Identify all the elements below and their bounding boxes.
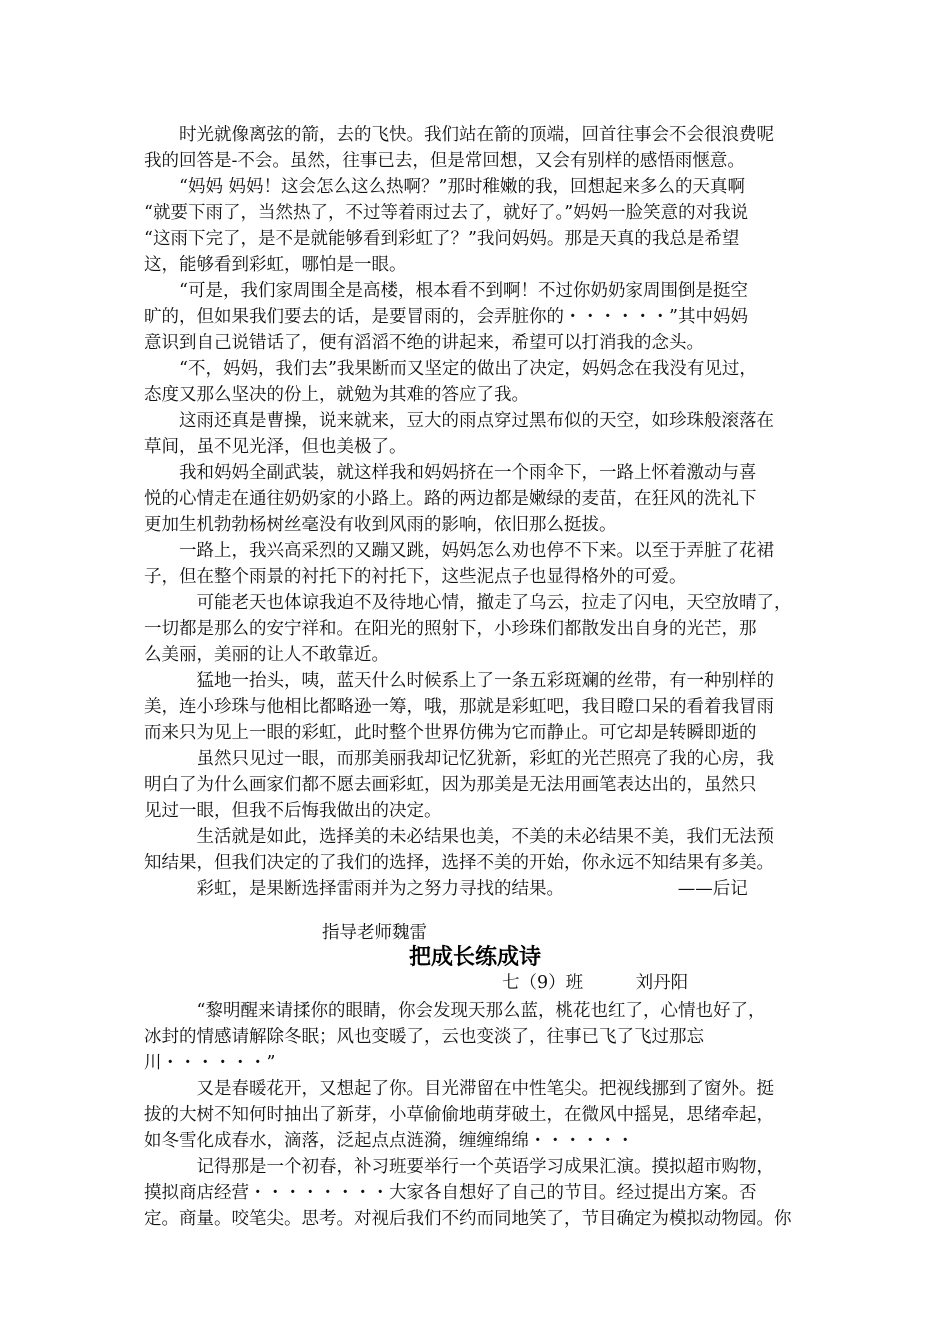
paragraph-line: 这，能够看到彩虹，哪怕是一眼。 — [144, 255, 407, 275]
paragraph-line: 可能老天也体谅我迫不及待地心情，撤走了乌云，拉走了闪电，天空放晴了， — [144, 593, 792, 613]
paragraph-line: 子，但在整个雨景的衬托下的衬托下，这些泥点子也显得格外的可爱。 — [144, 567, 687, 587]
paragraph-line: 如冬雪化成春水，滴落，泛起点点涟漪，缠缠绵绵・・・・・・ — [144, 1131, 634, 1151]
paragraph-line: “妈妈 妈妈！这会怎么这么热啊？”那时稚嫩的我，回想起来多么的天真啊 — [144, 177, 745, 197]
paragraph-line: 彩虹，是果断选择雷雨并为之努力寻找的结果。 ——后记 — [144, 879, 748, 899]
paragraph-line: “就要下雨了，当然热了，不过等着雨过去了，就好了。”妈妈一脸笑意的对我说 — [144, 203, 749, 223]
paragraph-line: 悦的心情走在通往奶奶家的小路上。路的两边都是嫩绿的麦苗，在狂风的洗礼下 — [144, 489, 757, 509]
paragraph-line: 虽然只见过一眼，而那美丽我却记忆犹新，彩虹的光芒照亮了我的心房，我 — [144, 749, 774, 769]
paragraph-line: 定。商量。咬笔尖。思考。对视后我们不约而同地笑了，节目确定为模拟动物园。你 — [144, 1209, 792, 1229]
paragraph-line: 态度又那么坚决的份上，就勉为其难的答应了我。 — [144, 385, 529, 405]
teacher-credit: 指导老师魏雷 — [322, 923, 427, 943]
paragraph-line: 一路上，我兴高采烈的又蹦又跳，妈妈怎么劝也停不下来。以至于弄脏了花裙 — [144, 541, 774, 561]
paragraph-line: 知结果，但我们决定的了我们的选择，选择不美的开始，你永远不知结果有多美。 — [144, 853, 774, 873]
paragraph-line: 见过一眼，但我不后悔我做出的决定。 — [144, 801, 442, 821]
paragraph-line: 时光就像离弦的箭，去的飞快。我们站在箭的顶端，回首往事会不会很浪费呢 — [144, 125, 774, 145]
paragraph-line: 生活就是如此，选择美的未必结果也美，不美的未必结果不美，我们无法预 — [144, 827, 774, 847]
paragraph-line: “不，妈妈，我们去”我果断而又坚定的做出了决定，妈妈念在我没有见过， — [144, 359, 757, 379]
paragraph-line: 记得那是一个初春，补习班要举行一个英语学习成果汇演。摸拟超市购物， — [144, 1157, 774, 1177]
paragraph-line: 美，连小珍珠与他相比都略逊一筹，哦，那就是彩虹吧，我目瞪口呆的看着我冒雨 — [144, 697, 774, 717]
paragraph-line: 旷的，但如果我们要去的话，是要冒雨的，会弄脏你的・・・・・・”其中妈妈 — [144, 307, 748, 327]
paragraph-line: “这雨下完了，是不是就能够看到彩虹了？”我问妈妈。那是天真的我总是希望 — [144, 229, 740, 249]
paragraph-line: 一切都是那么的安宁祥和。在阳光的照射下，小珍珠们都散发出自身的光芒，那 — [144, 619, 757, 639]
paragraph-line: 摸拟商店经营・・・・・・・・大家各自想好了自己的节目。经过提出方案。否 — [144, 1183, 757, 1203]
paragraph-line: 又是春暖花开，又想起了你。目光滞留在中性笔尖。把视线挪到了窗外。挺 — [144, 1079, 774, 1099]
essay-title: 把成长练成诗 — [408, 945, 541, 970]
paragraph-line: 我和妈妈全副武装，就这样我和妈妈挤在一个雨伞下，一路上怀着激动与喜 — [144, 463, 757, 483]
paragraph-line: 猛地一抬头，咦，蓝天什么时候系上了一条五彩斑斓的丝带，有一种别样的 — [144, 671, 774, 691]
paragraph-line: 川・・・・・・” — [144, 1053, 276, 1073]
paragraph-line: 我的回答是-不会。虽然，往事已去，但是常回想，又会有别样的感悟雨惬意。 — [144, 151, 745, 171]
paragraph-line: 而来只为见上一眼的彩虹，此时整个世界仿佛为它而静止。可它却是转瞬即逝的 — [144, 723, 757, 743]
paragraph-line: 这雨还真是曹操，说来就来，豆大的雨点穿过黑布似的天空，如珍珠般滚落在 — [144, 411, 774, 431]
paragraph-line: 更加生机勃勃杨树丝毫没有收到风雨的影响，依旧那么挺拔。 — [144, 515, 617, 535]
paragraph-line: 拔的大树不知何时抽出了新芽，小草偷偷地萌芽破土，在微风中摇晃，思绪牵起， — [144, 1105, 774, 1125]
paragraph-line: 么美丽，美丽的让人不敢靠近。 — [144, 645, 389, 665]
paragraph-line: “黎明醒来请揉你的眼睛，你会发现天那么蓝，桃花也红了，心情也好了， — [144, 1001, 766, 1021]
paragraph-line: “可是，我们家周围全是高楼，根本看不到啊！不过你奶奶家周围倒是挺空 — [144, 281, 748, 301]
author-byline: 七（9）班 刘丹阳 — [502, 973, 689, 993]
paragraph-line: 意识到自己说错话了，便有滔滔不绝的讲起来，希望可以打消我的念头。 — [144, 333, 704, 353]
paragraph-line: 草间，虽不见光泽，但也美极了。 — [144, 437, 407, 457]
paragraph-line: 冰封的情感请解除冬眠；风也变暖了，云也变淡了，往事已飞了飞过那忘 — [144, 1027, 704, 1047]
paragraph-line: 明白了为什么画家们都不愿去画彩虹，因为那美是无法用画笔表达出的，虽然只 — [144, 775, 757, 795]
